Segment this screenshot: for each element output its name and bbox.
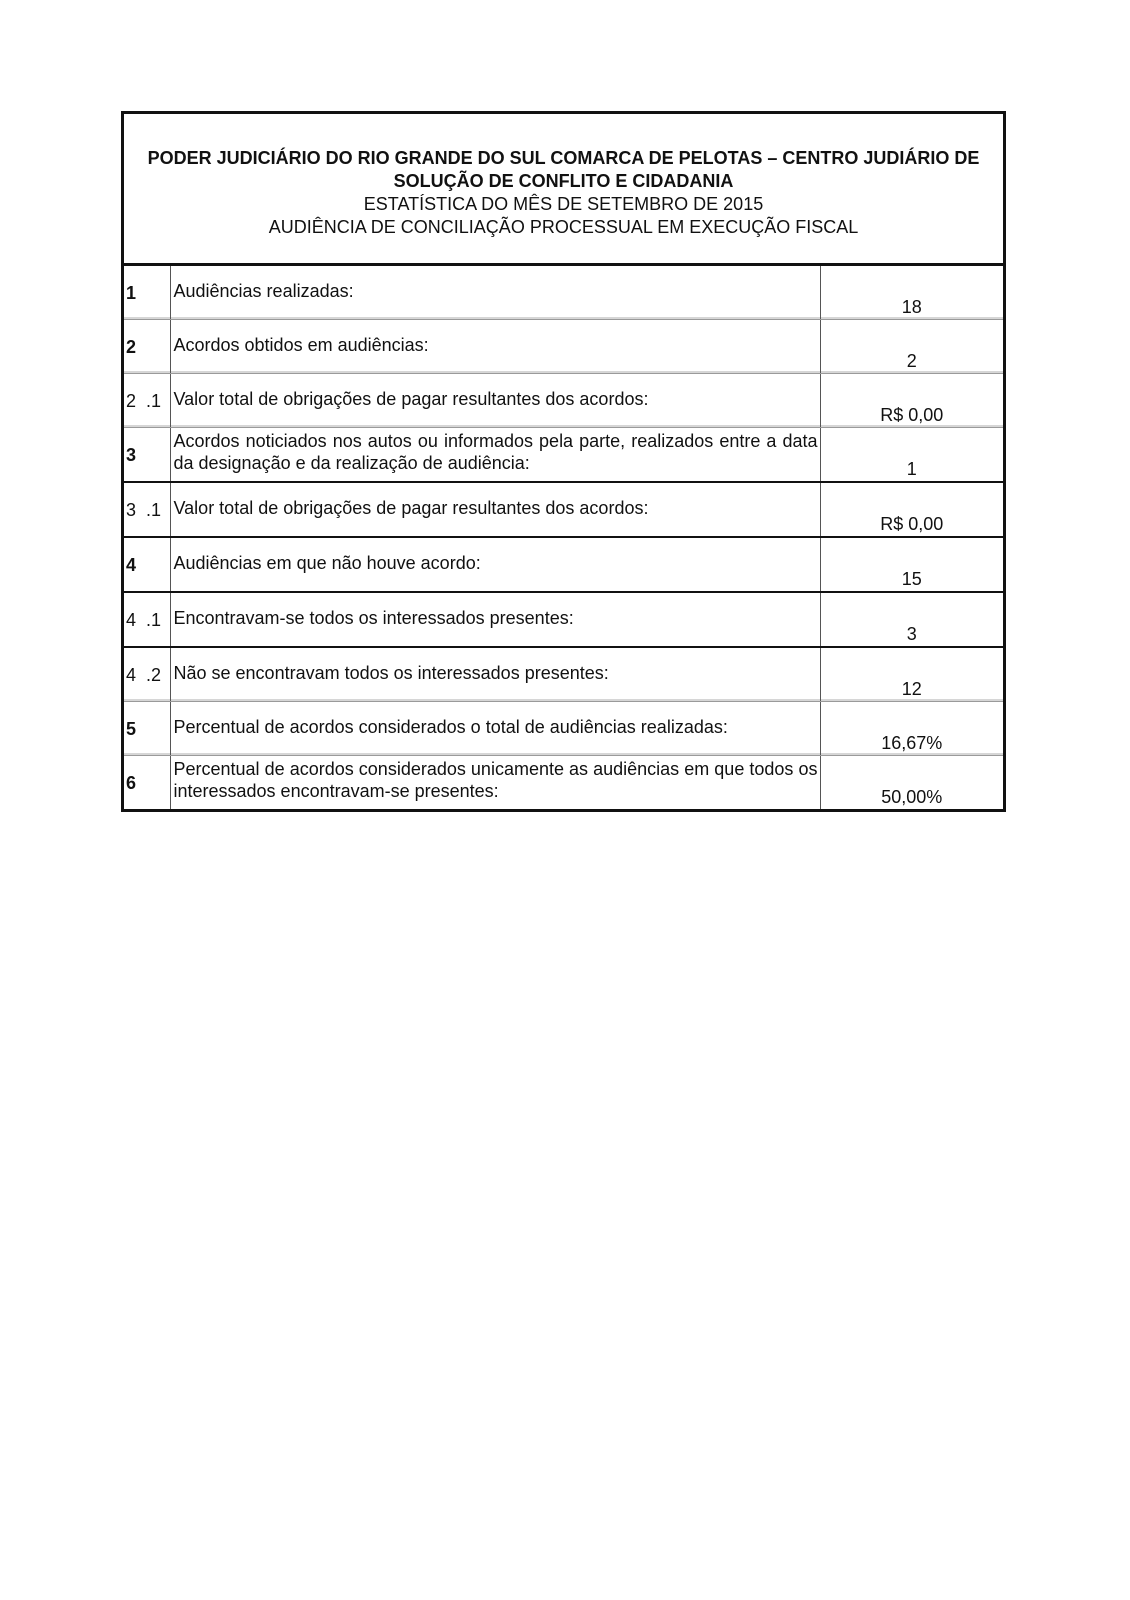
row-description: Encontravam-se todos os interessados presentes: [170,592,820,647]
row-description: Percentual de acordos considerados unicamente as audiências em que todos os interessados encontravam-se presentes: [170,756,820,810]
table-row [124,702,1003,756]
row-number: 4 [124,537,170,592]
row-description: Não se encontravam todos os interessados presentes: [170,647,820,702]
table-row [124,428,1003,483]
row-value: R$ 0,00 [820,482,1003,537]
row-description: Audiências realizadas: [170,266,820,320]
row-description: Percentual de acordos considerados o total de audiências realizadas: [170,702,820,756]
row-value: 15 [820,537,1003,592]
row-description: Valor total de obrigações de pagar resultantes dos acordos: [170,482,820,537]
table-row [124,592,1003,647]
table-row [124,320,1003,374]
row-number: 5 [124,702,170,756]
document-header [124,114,1003,266]
row-value: 2 [820,320,1003,374]
row-number: 1 [124,266,170,320]
row-value: 1 [820,428,1003,483]
row-description: Acordos obtidos em audiências: [170,320,820,374]
row-number: 3 .1 [124,482,170,537]
row-value: 16,67% [820,702,1003,756]
table-row [124,266,1003,320]
row-number: 2 .1 [124,374,170,428]
row-value: R$ 0,00 [820,374,1003,428]
table-row [124,756,1003,810]
table-row [124,374,1003,428]
table-row [124,647,1003,702]
row-value: 18 [820,266,1003,320]
row-value: 3 [820,592,1003,647]
statistics-table [124,266,1003,809]
row-value: 12 [820,647,1003,702]
row-number: 3 [124,428,170,483]
statistics-document [121,111,1006,812]
header-period: ESTATÍSTICA DO MÊS DE SETEMBRO DE 2015 [363,194,764,214]
row-number: 2 [124,320,170,374]
row-value: 50,00% [881,787,943,807]
table-row [124,482,1003,537]
row-number: 4 .2 [124,647,170,702]
header-subject: AUDIÊNCIA DE CONCILIAÇÃO PROCESSUAL EM EXECUÇÃO FISCAL [268,217,859,237]
row-description: Acordos noticiados nos autos ou informados pela parte, realizados entre a data da designação e da realização de audiência: [170,428,820,483]
table-row [124,537,1003,592]
row-description: Audiências em que não houve acordo: [170,537,820,592]
row-number: 4 .1 [124,592,170,647]
row-number: 6 [124,756,170,810]
header-title: PODER JUDICIÁRIO DO RIO GRANDE DO SUL COMARCA DE PELOTAS – CENTRO JUDIÁRIO DE SOLUÇÃO DE CONFLITO E CIDADANIA [147,148,980,191]
row-description: Valor total de obrigações de pagar resultantes dos acordos: [170,374,820,428]
